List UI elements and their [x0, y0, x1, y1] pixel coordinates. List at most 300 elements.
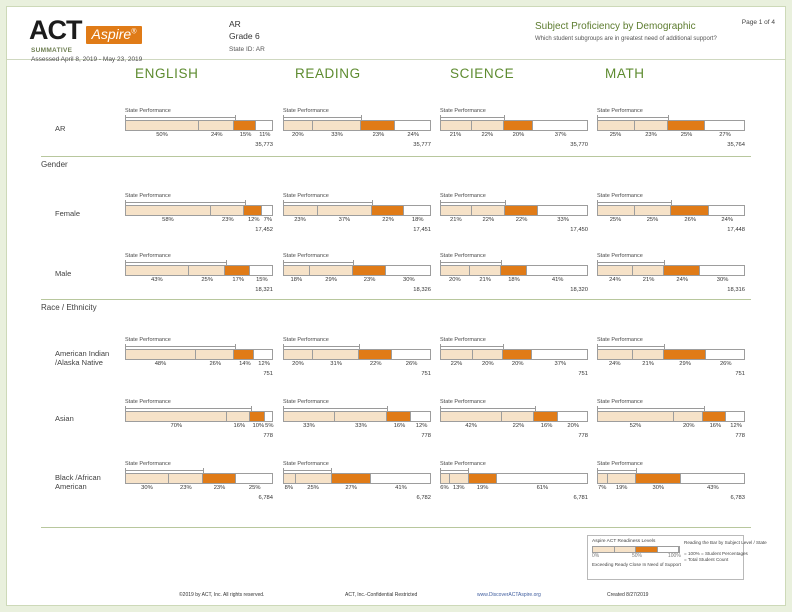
- subject-heading-math: MATH: [605, 66, 645, 81]
- segment-percent-label: 37%: [554, 361, 567, 367]
- act-aspire-logo: [29, 17, 142, 44]
- segment-percent-label: 27%: [345, 485, 357, 491]
- footer-url[interactable]: www.DiscoverACTAspire.org: [477, 592, 541, 598]
- proficiency-cell: [125, 337, 273, 377]
- proficiency-cell: [125, 461, 273, 501]
- segment-percent-label: 17%: [232, 277, 245, 283]
- legend-label-close: Close: [629, 562, 642, 567]
- row-label: [55, 269, 125, 278]
- segment-percent-label: 16%: [393, 423, 406, 429]
- student-count: 35,764: [727, 142, 745, 148]
- state-performance-label: State Performance: [283, 193, 329, 199]
- proficiency-cell: [597, 193, 745, 233]
- readiness-stacked-bar: [597, 205, 745, 216]
- proficiency-cell: [125, 253, 273, 293]
- segment-percent-label: 22%: [382, 217, 394, 223]
- legend-tick-0: 0%: [592, 553, 600, 559]
- bar-segment-ready: [674, 412, 703, 421]
- legend-bar: [592, 546, 680, 553]
- segment-percent-label: 61%: [536, 485, 549, 491]
- bar-segment-in-need: [256, 121, 272, 130]
- bar-segment-ready: [472, 121, 504, 130]
- segment-percent-label: 26%: [209, 361, 222, 367]
- section-divider: [41, 156, 751, 157]
- segment-percent-label: 25%: [646, 217, 659, 223]
- segment-percent-label: 70%: [170, 423, 183, 429]
- bar-segment-ready: [473, 350, 502, 359]
- bar-segment-close: [250, 412, 264, 421]
- footer-created-date: Created 8/27/2019: [607, 592, 649, 598]
- proficiency-cell: [283, 461, 431, 501]
- segment-percent-labels: [597, 277, 745, 286]
- section-divider: [41, 299, 751, 300]
- subject-heading-science: SCIENCE: [450, 66, 515, 81]
- bar-segment-exceeding: [598, 206, 635, 215]
- proficiency-cell: [440, 399, 588, 439]
- bar-segment-exceeding: [284, 266, 310, 275]
- bar-segment-in-need: [538, 206, 587, 215]
- student-count: 6,781: [573, 495, 588, 501]
- bar-segment-ready: [196, 350, 234, 359]
- student-count: 35,777: [413, 142, 431, 148]
- bar-segment-close: [668, 121, 705, 130]
- page-subtitle: Which student subgroups are in greatest need of additional support?: [535, 36, 717, 42]
- segment-percent-label: 24%: [407, 132, 420, 138]
- segment-percent-label: 20%: [448, 277, 461, 283]
- segment-percent-label: 50%: [156, 132, 168, 138]
- assessed-date-range: Assessed April 8, 2019 - May 23, 2019: [31, 56, 143, 63]
- segment-percent-label: 18%: [411, 217, 424, 223]
- bar-segment-exceeding: [441, 121, 472, 130]
- row-label-line: AR: [55, 124, 66, 133]
- readiness-stacked-bar: [440, 205, 588, 216]
- segment-percent-labels: [125, 485, 273, 494]
- bar-segment-ready: [450, 474, 469, 483]
- segment-percent-labels: [283, 361, 431, 370]
- row-label: [55, 414, 125, 423]
- state-performance-label: State Performance: [440, 108, 486, 114]
- proficiency-cell: [597, 399, 745, 439]
- bar-segment-in-need: [262, 206, 272, 215]
- segment-percent-label: 37%: [338, 217, 351, 223]
- readiness-stacked-bar: [125, 473, 273, 484]
- bar-segment-exceeding: [284, 121, 313, 130]
- segment-percent-label: 23%: [645, 132, 657, 138]
- report-footer: [7, 592, 785, 602]
- bar-segment-exceeding: [284, 412, 335, 421]
- segment-percent-label: 21%: [642, 361, 654, 367]
- student-count: 35,773: [255, 142, 273, 148]
- readiness-stacked-bar: [440, 265, 588, 276]
- proficiency-cell: [283, 193, 431, 233]
- proficiency-cell: [440, 253, 588, 293]
- bar-segment-ready: [635, 206, 672, 215]
- state-performance-label: State Performance: [125, 461, 171, 467]
- segment-percent-label: 26%: [405, 361, 418, 367]
- bar-segment-in-need: [411, 412, 430, 421]
- bar-segment-ready: [313, 350, 359, 359]
- state-performance-label: State Performance: [440, 253, 486, 259]
- school-name: AR: [229, 19, 241, 29]
- proficiency-cell: [597, 337, 745, 377]
- bar-segment-close: [503, 350, 532, 359]
- state-performance-label: State Performance: [283, 253, 329, 259]
- student-count: 18,320: [570, 287, 588, 293]
- legend-seg-exceeding: [593, 547, 615, 552]
- segment-percent-label: 21%: [449, 132, 462, 138]
- proficiency-cell: [125, 399, 273, 439]
- act-logo-text: ACT: [29, 15, 82, 45]
- bar-segment-exceeding: [441, 350, 473, 359]
- bar-segment-exceeding: [441, 266, 470, 275]
- bar-segment-exceeding: [284, 350, 313, 359]
- student-count: 751: [421, 371, 431, 377]
- readiness-stacked-bar: [283, 473, 431, 484]
- legend-seg-ready: [615, 547, 637, 552]
- bar-segment-in-need: [726, 412, 744, 421]
- state-performance-label: State Performance: [440, 399, 486, 405]
- row-label-line: Asian: [55, 414, 74, 423]
- segment-percent-label: 20%: [482, 361, 494, 367]
- segment-percent-label: 26%: [719, 361, 732, 367]
- segment-percent-label: 22%: [482, 217, 495, 223]
- state-performance-label: State Performance: [125, 253, 171, 259]
- segment-percent-label: 21%: [479, 277, 491, 283]
- segment-percent-label: 23%: [179, 485, 192, 491]
- state-id: State ID: AR: [229, 46, 265, 53]
- segment-percent-label: 16%: [540, 423, 553, 429]
- bar-segment-in-need: [371, 474, 430, 483]
- state-performance-label: State Performance: [597, 193, 643, 199]
- segment-percent-label: 42%: [465, 423, 477, 429]
- segment-percent-label: 15%: [256, 277, 268, 283]
- proficiency-cell: [125, 193, 273, 233]
- segment-percent-labels: [597, 485, 745, 494]
- proficiency-cell: [440, 337, 588, 377]
- bar-segment-close: [501, 266, 527, 275]
- state-performance-label: State Performance: [125, 337, 171, 343]
- bar-segment-in-need: [681, 474, 744, 483]
- student-count: 17,451: [413, 227, 431, 233]
- bar-segment-exceeding: [284, 206, 318, 215]
- row-label-line: Female: [55, 209, 81, 218]
- student-count: 751: [578, 371, 588, 377]
- bar-segment-exceeding: [598, 121, 635, 130]
- readiness-stacked-bar: [440, 349, 588, 360]
- segment-percent-label: 23%: [363, 277, 376, 283]
- bar-segment-in-need: [395, 121, 430, 130]
- segment-percent-label: 24%: [210, 132, 223, 138]
- bar-segment-close: [664, 266, 699, 275]
- segment-percent-label: 30%: [716, 277, 729, 283]
- bar-segment-in-need: [700, 266, 744, 275]
- proficiency-cell: [597, 108, 745, 148]
- row-label-line: American: [55, 482, 87, 491]
- segment-percent-labels: [125, 361, 273, 370]
- legend-seg-in-need: [658, 547, 680, 552]
- segment-percent-label: 22%: [369, 361, 382, 367]
- readiness-stacked-bar: [597, 473, 745, 484]
- bar-segment-exceeding: [126, 266, 189, 275]
- bar-segment-in-need: [527, 266, 587, 275]
- segment-percent-label: 15%: [239, 132, 252, 138]
- bar-segment-ready: [608, 474, 636, 483]
- legend-reading-guide-title: Reading the Bar by Subject Level / State: [684, 540, 767, 545]
- report-body: [7, 88, 785, 528]
- bar-segment-exceeding: [598, 474, 608, 483]
- segment-percent-labels: [125, 132, 273, 141]
- bar-segment-exceeding: [126, 412, 227, 421]
- segment-percent-label: 20%: [291, 132, 304, 138]
- segment-percent-label: 30%: [402, 277, 415, 283]
- bar-segment-exceeding: [598, 266, 633, 275]
- segment-percent-label: 52%: [629, 423, 642, 429]
- state-performance-label: State Performance: [440, 461, 486, 467]
- segment-percent-label: 12%: [247, 217, 260, 223]
- bar-segment-close: [361, 121, 395, 130]
- bar-segment-ready: [633, 266, 664, 275]
- student-count: 6,784: [258, 495, 273, 501]
- student-count: 778: [578, 433, 588, 439]
- bar-segment-close: [332, 474, 371, 483]
- readiness-stacked-bar: [597, 120, 745, 131]
- segment-percent-label: 16%: [233, 423, 246, 429]
- segment-percent-label: 24%: [609, 277, 621, 283]
- bar-segment-close: [203, 474, 236, 483]
- bar-segment-exceeding: [126, 121, 199, 130]
- state-performance-label: State Performance: [283, 461, 329, 467]
- segment-percent-label: 30%: [652, 485, 665, 491]
- legend-reading-guide: [684, 540, 767, 563]
- bar-segment-in-need: [706, 350, 744, 359]
- segment-percent-label: 13%: [452, 485, 465, 491]
- row-label-line: Male: [55, 269, 72, 278]
- bar-segment-ready: [313, 121, 361, 130]
- bar-segment-ready: [472, 206, 505, 215]
- state-performance-label: State Performance: [283, 108, 329, 114]
- bar-segment-in-need: [558, 412, 587, 421]
- segment-percent-label: 14%: [239, 361, 251, 367]
- state-performance-label: State Performance: [125, 108, 171, 114]
- bar-segment-in-need: [404, 206, 430, 215]
- segment-percent-label: 19%: [476, 485, 489, 491]
- bar-segment-exceeding: [441, 474, 450, 483]
- bar-segment-close: [636, 474, 680, 483]
- bar-segment-exceeding: [126, 474, 169, 483]
- grade-label: Grade 6: [229, 30, 260, 41]
- row-label: [55, 349, 125, 367]
- readiness-stacked-bar: [125, 265, 273, 276]
- bar-segment-ready: [199, 121, 234, 130]
- proficiency-cell: [283, 253, 431, 293]
- proficiency-cell: [283, 399, 431, 439]
- bar-segment-exceeding: [598, 412, 674, 421]
- bar-segment-exceeding: [441, 206, 472, 215]
- student-count: 18,316: [727, 287, 745, 293]
- segment-percent-labels: [283, 485, 431, 494]
- readiness-stacked-bar: [597, 411, 745, 422]
- readiness-stacked-bar: [125, 120, 273, 131]
- segment-percent-label: 25%: [609, 132, 622, 138]
- legend-label-ready: Ready: [614, 562, 629, 567]
- segment-percent-label: 23%: [222, 217, 234, 223]
- bar-segment-exceeding: [598, 350, 633, 359]
- student-count: 17,448: [727, 227, 745, 233]
- proficiency-cell: [440, 193, 588, 233]
- readiness-stacked-bar: [440, 120, 588, 131]
- student-count: 6,783: [730, 495, 745, 501]
- proficiency-cell: [440, 108, 588, 148]
- bar-segment-close: [387, 412, 412, 421]
- subject-heading-reading: READING: [295, 66, 361, 81]
- school-info: [229, 19, 265, 56]
- segment-percent-label: 24%: [721, 217, 734, 223]
- aspire-logo-text: Aspire®: [86, 26, 143, 44]
- bar-segment-in-need: [250, 266, 272, 275]
- segment-percent-labels: [597, 361, 745, 370]
- segment-percent-label: 20%: [567, 423, 579, 429]
- legend-tick-50: 50%: [632, 553, 643, 559]
- bar-segment-exceeding: [441, 412, 502, 421]
- bar-segment-in-need: [265, 412, 272, 421]
- row-label-line: Black /African: [55, 473, 101, 482]
- state-performance-label: State Performance: [125, 193, 171, 199]
- readiness-stacked-bar: [283, 411, 431, 422]
- segment-percent-label: 33%: [331, 132, 343, 138]
- segment-percent-label: 37%: [554, 132, 567, 138]
- bar-segment-ready: [335, 412, 386, 421]
- bar-segment-close: [534, 412, 557, 421]
- segment-percent-labels: [440, 361, 588, 370]
- proficiency-cell: [283, 337, 431, 377]
- bar-segment-ready: [189, 266, 226, 275]
- state-performance-label: State Performance: [597, 461, 643, 467]
- proficiency-cell: [597, 461, 745, 501]
- readiness-stacked-bar: [125, 411, 273, 422]
- segment-percent-label: 21%: [450, 217, 462, 223]
- legend-reading-guide-line-2: = Total Student Count: [684, 557, 729, 562]
- segment-percent-label: 41%: [551, 277, 564, 283]
- bar-segment-in-need: [236, 474, 272, 483]
- state-performance-label: State Performance: [597, 399, 643, 405]
- segment-percent-label: 11%: [259, 132, 271, 138]
- report-title-block: [535, 21, 740, 43]
- legend-seg-close: [636, 547, 658, 552]
- report-header: [7, 7, 785, 63]
- segment-percent-label: 16%: [709, 423, 722, 429]
- row-label: [55, 124, 125, 133]
- bar-segment-exceeding: [126, 350, 196, 359]
- segment-percent-label: 30%: [141, 485, 153, 491]
- segment-percent-labels: [440, 485, 588, 494]
- bar-segment-ready: [502, 412, 534, 421]
- segment-percent-labels: [440, 217, 588, 226]
- student-count: 17,450: [570, 227, 588, 233]
- readiness-stacked-bar: [283, 349, 431, 360]
- segment-percent-label: 33%: [355, 423, 367, 429]
- segment-percent-labels: [597, 217, 745, 226]
- bar-segment-close: [234, 121, 256, 130]
- segment-percent-labels: [125, 217, 273, 226]
- segment-percent-label: 20%: [292, 361, 304, 367]
- bar-segment-close: [504, 121, 533, 130]
- legend-title: Aspire ACT Readiness Levels: [592, 539, 656, 544]
- bar-segment-exceeding: [284, 474, 296, 483]
- row-label: [55, 209, 125, 218]
- bar-segment-close: [234, 350, 254, 359]
- segment-percent-label: 43%: [707, 485, 719, 491]
- bar-segment-in-need: [392, 350, 430, 359]
- state-performance-label: State Performance: [597, 253, 643, 259]
- page-title: Subject Proficiency by Demographic: [535, 21, 696, 32]
- segment-percent-label: 6%: [440, 485, 449, 491]
- segment-percent-labels: [440, 423, 588, 432]
- subject-headings: [7, 60, 785, 88]
- segment-percent-label: 22%: [450, 361, 463, 367]
- segment-percent-label: 22%: [512, 423, 525, 429]
- bar-segment-ready: [470, 266, 501, 275]
- bar-segment-ready: [169, 474, 202, 483]
- segment-percent-label: 29%: [679, 361, 691, 367]
- bar-segment-in-need: [386, 266, 430, 275]
- readiness-stacked-bar: [125, 205, 273, 216]
- segment-percent-label: 22%: [481, 132, 494, 138]
- segment-percent-label: 12%: [730, 423, 742, 429]
- segment-percent-label: 5%: [265, 423, 274, 429]
- segment-percent-label: 18%: [290, 277, 303, 283]
- student-count: 778: [735, 433, 745, 439]
- legend-reading-guide-line-1: = 100% = Student Percentages: [684, 551, 748, 556]
- segment-percent-label: 43%: [151, 277, 163, 283]
- state-performance-label: State Performance: [440, 193, 486, 199]
- bar-segment-close: [505, 206, 538, 215]
- state-performance-label: State Performance: [597, 108, 643, 114]
- legend-ticks: [592, 553, 682, 560]
- bar-segment-close: [353, 266, 387, 275]
- segment-percent-label: 12%: [415, 423, 428, 429]
- bar-segment-close: [359, 350, 391, 359]
- bar-segment-in-need: [709, 206, 744, 215]
- proficiency-cell: [440, 461, 588, 501]
- readiness-stacked-bar: [440, 411, 588, 422]
- bar-segment-in-need: [497, 474, 587, 483]
- segment-percent-label: 23%: [294, 217, 306, 223]
- student-count: 18,326: [413, 287, 431, 293]
- segment-percent-label: 23%: [372, 132, 385, 138]
- legend-label-exceeding: Exceeding: [592, 562, 614, 567]
- group-heading: Race / Ethnicity: [41, 303, 97, 312]
- segment-percent-label: 18%: [508, 277, 520, 283]
- student-count: 18,321: [255, 287, 273, 293]
- readiness-stacked-bar: [440, 473, 588, 484]
- segment-percent-label: 31%: [330, 361, 342, 367]
- row-label: [55, 473, 125, 491]
- segment-percent-label: 21%: [642, 277, 655, 283]
- bar-segment-close: [703, 412, 726, 421]
- bar-segment-exceeding: [126, 206, 211, 215]
- bar-segment-ready: [296, 474, 332, 483]
- segment-percent-label: 19%: [615, 485, 628, 491]
- segment-percent-label: 22%: [515, 217, 528, 223]
- state-performance-label: State Performance: [283, 399, 329, 405]
- segment-percent-labels: [283, 217, 431, 226]
- bar-segment-in-need: [532, 350, 587, 359]
- segment-percent-label: 20%: [682, 423, 695, 429]
- bar-segment-ready: [227, 412, 250, 421]
- segment-percent-label: 25%: [201, 277, 213, 283]
- group-heading: Gender: [41, 160, 68, 169]
- readiness-stacked-bar: [283, 205, 431, 216]
